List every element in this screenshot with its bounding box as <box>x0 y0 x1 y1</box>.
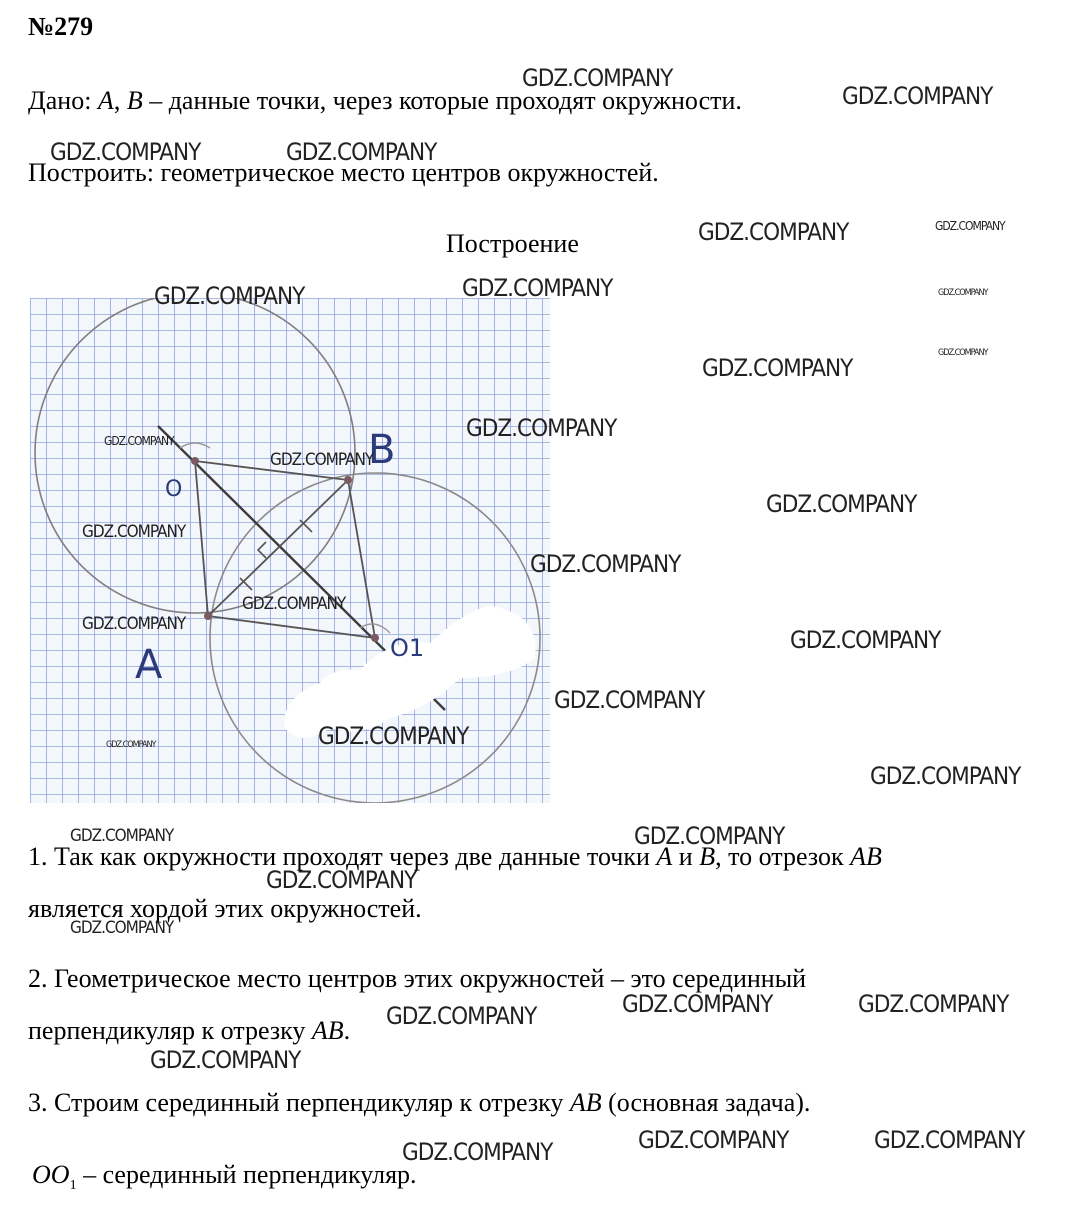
construction-figure <box>30 298 550 803</box>
step-2-segment-ab: AB <box>311 1016 344 1045</box>
label-o1: O1 <box>390 634 425 662</box>
step-3-segment-ab: AB <box>569 1088 602 1117</box>
watermark: GDZ.COMPANY <box>702 354 853 382</box>
step-2-dot: . <box>343 1016 351 1045</box>
task-line: Построить: геометрическое место центров окружностей. <box>28 158 659 187</box>
watermark: GDZ.COMPANY <box>554 686 705 714</box>
watermark: GDZ.COMPANY <box>530 550 681 578</box>
watermark: GDZ.COMPANY <box>50 138 201 166</box>
given-point-b: B <box>126 86 143 115</box>
step-1-line-2: является хордой этих окружностей. <box>28 894 422 923</box>
step-4-line <box>32 1160 417 1201</box>
watermark: GDZ.COMPANY <box>622 990 773 1018</box>
step-4-subscript: 1 <box>69 1178 77 1194</box>
watermark: GDZ.COMPANY <box>938 288 988 298</box>
label-b: B <box>368 427 396 473</box>
watermark: GDZ.COMPANY <box>698 218 849 246</box>
point-o <box>191 457 199 465</box>
point-a <box>204 612 212 620</box>
watermark: GDZ.COMPANY <box>386 1002 537 1030</box>
watermark: GDZ.COMPANY <box>242 594 346 614</box>
watermark: GDZ.COMPANY <box>522 64 673 92</box>
step-3-text-a: 3. Строим серединный перпендикуляр к отрезку <box>28 1088 570 1117</box>
watermark: GDZ.COMPANY <box>318 722 469 750</box>
watermark: GDZ.COMPANY <box>150 1046 301 1074</box>
watermark: GDZ.COMPANY <box>106 740 156 750</box>
label-a: A <box>135 642 163 688</box>
watermark: GDZ.COMPANY <box>935 219 1005 233</box>
step-2-line-1: 2. Геометрическое место центров этих окружностей – это серединный <box>28 964 807 993</box>
watermark: GDZ.COMPANY <box>154 282 305 310</box>
watermark: GDZ.COMPANY <box>638 1126 789 1154</box>
step-2-text: перпендикуляр к отрезку <box>28 1016 312 1045</box>
watermark: GDZ.COMPANY <box>462 274 613 302</box>
watermark: GDZ.COMPANY <box>938 348 988 358</box>
step-1-point-a: A <box>656 842 673 871</box>
watermark: GDZ.COMPANY <box>402 1138 553 1166</box>
watermark: GDZ.COMPANY <box>270 450 374 470</box>
watermark: GDZ.COMPANY <box>82 614 186 634</box>
step-3-text-b: (основная задача). <box>601 1088 811 1117</box>
watermark: GDZ.COMPANY <box>104 434 174 448</box>
watermark: GDZ.COMPANY <box>874 1126 1025 1154</box>
watermark: GDZ.COMPANY <box>466 414 617 442</box>
step-1-segment-ab: AB <box>850 842 882 871</box>
point-o1 <box>371 634 379 642</box>
step-1-text-a: 1. Так как окружности проходят через две данные точки <box>28 842 657 871</box>
point-b <box>344 476 352 484</box>
step-1-text-b: , то отрезок <box>715 842 851 871</box>
step-4-oo: OO <box>32 1160 70 1189</box>
watermark: GDZ.COMPANY <box>70 826 174 846</box>
watermark: GDZ.COMPANY <box>634 822 785 850</box>
given-prefix: Дано: <box>28 86 98 115</box>
given-comma: , <box>113 86 127 115</box>
step-1-and: и <box>672 842 700 871</box>
watermark: GDZ.COMPANY <box>766 490 917 518</box>
watermark: GDZ.COMPANY <box>82 522 186 542</box>
step-1-point-b: B <box>699 842 716 871</box>
watermark: GDZ.COMPANY <box>858 990 1009 1018</box>
watermark: GDZ.COMPANY <box>790 626 941 654</box>
watermark: GDZ.COMPANY <box>266 866 417 894</box>
given-rest: – данные точки, через которые проходят окружности. <box>142 86 742 115</box>
problem-number: №279 <box>28 12 94 41</box>
watermark: GDZ.COMPANY <box>870 762 1021 790</box>
construction-heading: Построение <box>446 229 579 258</box>
step-3-line <box>28 1088 810 1118</box>
watermark: GDZ.COMPANY <box>70 918 174 938</box>
step-2-line-2 <box>28 1016 350 1046</box>
label-o: O <box>165 477 183 502</box>
watermark: GDZ.COMPANY <box>286 138 437 166</box>
given-point-a: A <box>97 86 114 115</box>
step-4-text: – серединный перпендикуляр. <box>76 1160 417 1189</box>
watermark: GDZ.COMPANY <box>842 82 993 110</box>
